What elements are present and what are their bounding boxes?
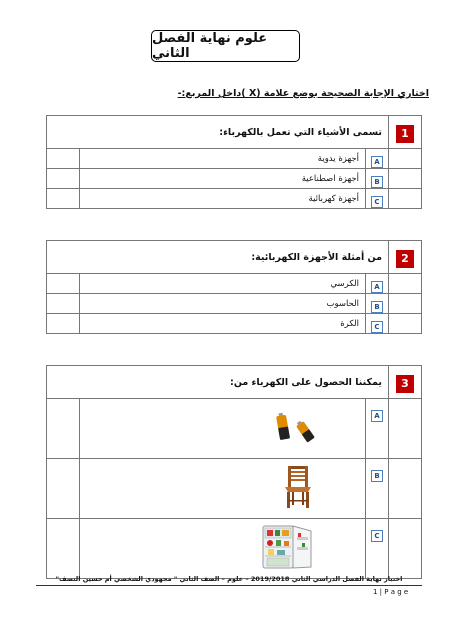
question-number-badge: 1 (396, 125, 414, 143)
option-row[interactable] (47, 294, 422, 314)
option-letter: C (371, 321, 383, 333)
option-row[interactable] (47, 274, 422, 294)
answer-checkbox[interactable] (47, 149, 80, 169)
question-text: يمكننا الحصول على الكهرباء من: (47, 366, 389, 399)
option-row[interactable] (47, 459, 422, 519)
answer-checkbox[interactable] (47, 314, 80, 334)
refrigerator-icon (261, 523, 315, 571)
chair-icon (281, 465, 315, 509)
option-row[interactable] (47, 399, 422, 459)
page-title: علوم نهاية الفصل الثاني (151, 30, 300, 62)
answer-checkbox[interactable] (47, 519, 80, 579)
option-letter: B (371, 176, 383, 188)
option-row[interactable] (47, 149, 422, 169)
option-row[interactable] (47, 519, 422, 579)
option-row[interactable] (47, 314, 422, 334)
question-text: من أمثلة الأجهزة الكهربائية: (47, 241, 389, 274)
batteries-icon (275, 411, 315, 443)
question-2 (46, 240, 422, 334)
question-3 (46, 365, 422, 579)
answer-checkbox[interactable] (47, 169, 80, 189)
footer-text: اختبار نهاية الفصل الدراسي الثاني 2019/2018 – علوم – الصف الثاني " مجهودي الشخصي أم حسين النصف" (55, 575, 403, 583)
option-row[interactable] (47, 189, 422, 209)
answer-checkbox[interactable] (47, 274, 80, 294)
page-number: 1 | P a g e (373, 588, 409, 596)
answer-checkbox[interactable] (47, 189, 80, 209)
option-text: أجهزة كهربائية (80, 189, 366, 209)
option-text: أجهزة اصطناعية (80, 169, 366, 189)
option-letter: C (371, 196, 383, 208)
option-text: الحاسوب (80, 294, 366, 314)
question-1 (46, 115, 422, 209)
option-letter: A (371, 410, 383, 422)
option-text: الكرة (80, 314, 366, 334)
option-letter: B (371, 470, 383, 482)
question-number-badge: 3 (396, 375, 414, 393)
option-letter: A (371, 156, 383, 168)
question-number-badge: 2 (396, 250, 414, 268)
answer-checkbox[interactable] (47, 399, 80, 459)
option-letter: B (371, 301, 383, 313)
option-letter: C (371, 530, 383, 542)
option-text: الكرسي (80, 274, 366, 294)
question-text: تسمى الأشياء التي تعمل بالكهرباء: (47, 116, 389, 149)
instructions: اختاري الإجابة الصحيحة بوضع علامة (X )داخل المربع:- (177, 88, 429, 99)
footer-divider (36, 585, 422, 586)
option-text: أجهزة يدوية (80, 149, 366, 169)
answer-checkbox[interactable] (47, 459, 80, 519)
option-row[interactable] (47, 169, 422, 189)
answer-checkbox[interactable] (47, 294, 80, 314)
option-letter: A (371, 281, 383, 293)
